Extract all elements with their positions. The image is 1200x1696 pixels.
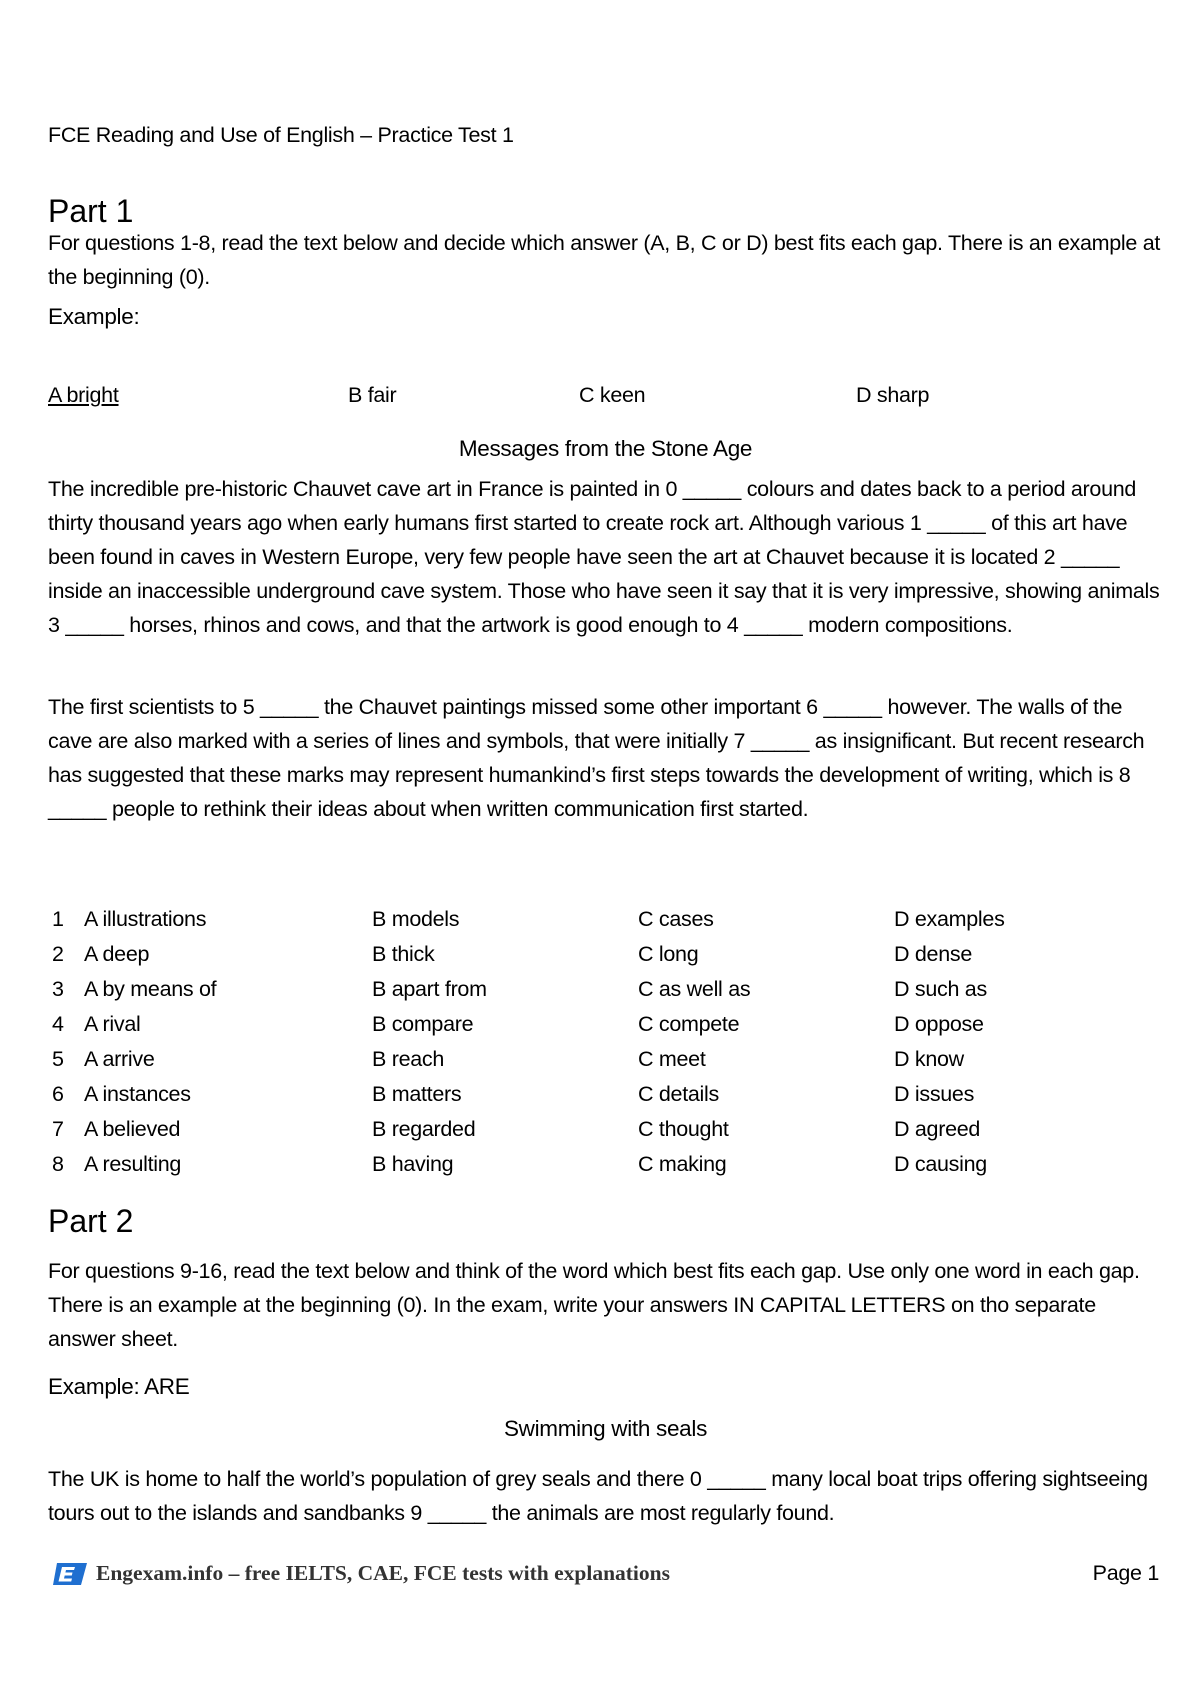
option-d: D dense bbox=[894, 942, 972, 966]
document-header: FCE Reading and Use of English – Practice Test 1 bbox=[48, 123, 514, 147]
question-number: 1 bbox=[52, 907, 64, 931]
option-c: C compete bbox=[638, 1012, 740, 1036]
part2-example: Example: ARE bbox=[48, 1374, 190, 1399]
option-a: A arrive bbox=[84, 1047, 155, 1071]
option-d: D agreed bbox=[894, 1117, 981, 1141]
option-c: C long bbox=[638, 942, 699, 966]
option-d: D causing bbox=[894, 1152, 987, 1176]
part1-question-options bbox=[48, 902, 1163, 1182]
question-row-6 bbox=[48, 1077, 1163, 1112]
option-b: B matters bbox=[372, 1082, 462, 1106]
option-d: D oppose bbox=[894, 1012, 984, 1036]
option-d: D issues bbox=[894, 1082, 975, 1106]
question-number: 5 bbox=[52, 1047, 64, 1071]
option-a: A by means of bbox=[84, 977, 217, 1001]
option-c: C details bbox=[638, 1082, 719, 1106]
question-number: 6 bbox=[52, 1082, 64, 1106]
example-option-a: A bright bbox=[48, 383, 119, 407]
part1-text-title: Messages from the Stone Age bbox=[458, 436, 753, 461]
option-b: B thick bbox=[372, 942, 435, 966]
page-number: Page 1 bbox=[1092, 1561, 1159, 1585]
option-c: C making bbox=[638, 1152, 727, 1176]
part1-instructions: For questions 1-8, read the text below and decide which answer (A, B, C or D) best fits each gap. There is an example at the beginning (0). bbox=[48, 231, 1161, 289]
part2-heading: Part 2 bbox=[48, 1203, 134, 1239]
question-row-4 bbox=[48, 1007, 1163, 1042]
part2-instructions: For questions 9-16, read the text below and think of the word which best fits each gap. Use only one word in each gap. There is an example at the beginning (0). In the exam, write your answers IN CAPITAL LETTERS on tho separate answer sheet. bbox=[48, 1259, 1140, 1351]
option-a: A believed bbox=[84, 1117, 181, 1141]
option-b: B having bbox=[372, 1152, 454, 1176]
option-a: A resulting bbox=[84, 1152, 182, 1176]
question-number: 4 bbox=[52, 1012, 64, 1036]
question-row-7 bbox=[48, 1112, 1163, 1147]
option-a: A illustrations bbox=[84, 907, 207, 931]
question-row-3 bbox=[48, 972, 1163, 1007]
option-a: A instances bbox=[84, 1082, 191, 1106]
option-d: D know bbox=[894, 1047, 964, 1071]
question-row-2 bbox=[48, 937, 1163, 972]
option-c: C meet bbox=[638, 1047, 706, 1071]
part1-heading: Part 1 bbox=[48, 193, 134, 229]
example-options bbox=[48, 378, 1163, 412]
option-b: B models bbox=[372, 907, 460, 931]
question-row-8 bbox=[48, 1147, 1163, 1182]
option-b: B compare bbox=[372, 1012, 474, 1036]
option-d: D examples bbox=[894, 907, 1005, 931]
option-a: A deep bbox=[84, 942, 150, 966]
option-a: A rival bbox=[84, 1012, 141, 1036]
question-number: 7 bbox=[52, 1117, 64, 1141]
part2-text-title: Swimming with seals bbox=[503, 1416, 708, 1441]
engexam-logo-icon bbox=[53, 1563, 87, 1585]
question-number: 8 bbox=[52, 1152, 64, 1176]
option-b: B apart from bbox=[372, 977, 487, 1001]
option-c: C as well as bbox=[638, 977, 751, 1001]
question-number: 3 bbox=[52, 977, 64, 1001]
question-row-5 bbox=[48, 1042, 1163, 1077]
option-c: C thought bbox=[638, 1117, 729, 1141]
footer-brand-text: Engexam.info – free IELTS, CAE, FCE tests with explanations bbox=[96, 1561, 670, 1585]
example-option-d: D sharp bbox=[856, 383, 930, 407]
option-b: B reach bbox=[372, 1047, 444, 1071]
option-b: B regarded bbox=[372, 1117, 476, 1141]
option-c: C cases bbox=[638, 907, 714, 931]
part1-paragraph-2: The first scientists to 5 _____ the Chauvet paintings missed some other important 6 _____ however. The walls of the cave are also marked with a series of lines and symbols, that were initially 7 _____ as insignificant. But recent research has suggested that these marks may represent humankind’s first steps towards the development of writing, which is 8 _____ people to rethink their ideas about when written communication first started. bbox=[48, 695, 1145, 821]
option-d: D such as bbox=[894, 977, 987, 1001]
part2-paragraph: The UK is home to half the world’s population of grey seals and there 0 _____ many local boat trips offering sightseeing tours out to the islands and sandbanks 9 _____ the animals are most regularly found. bbox=[48, 1467, 1148, 1525]
page-footer bbox=[48, 1556, 1163, 1590]
example-option-b: B fair bbox=[348, 383, 397, 407]
part1-example-label: Example: bbox=[48, 304, 140, 329]
question-number: 2 bbox=[52, 942, 64, 966]
example-option-c: C keen bbox=[579, 383, 646, 407]
part1-paragraph-1: The incredible pre-historic Chauvet cave art in France is painted in 0 _____ colours and dates back to a period around thirty thousand years ago when early humans first started to create rock art. Although various 1 _____ of this art have been found in caves in Western Europe, very few people have seen the art at Chauvet because it is located 2 _____ inside an inaccessible underground cave system. Those who have seen it say that it is very impressive, showing animals 3 _____ horses, rhinos and cows, and that the artwork is good enough to 4 _____ modern compositions. bbox=[48, 477, 1160, 637]
question-row-1 bbox=[48, 902, 1163, 937]
